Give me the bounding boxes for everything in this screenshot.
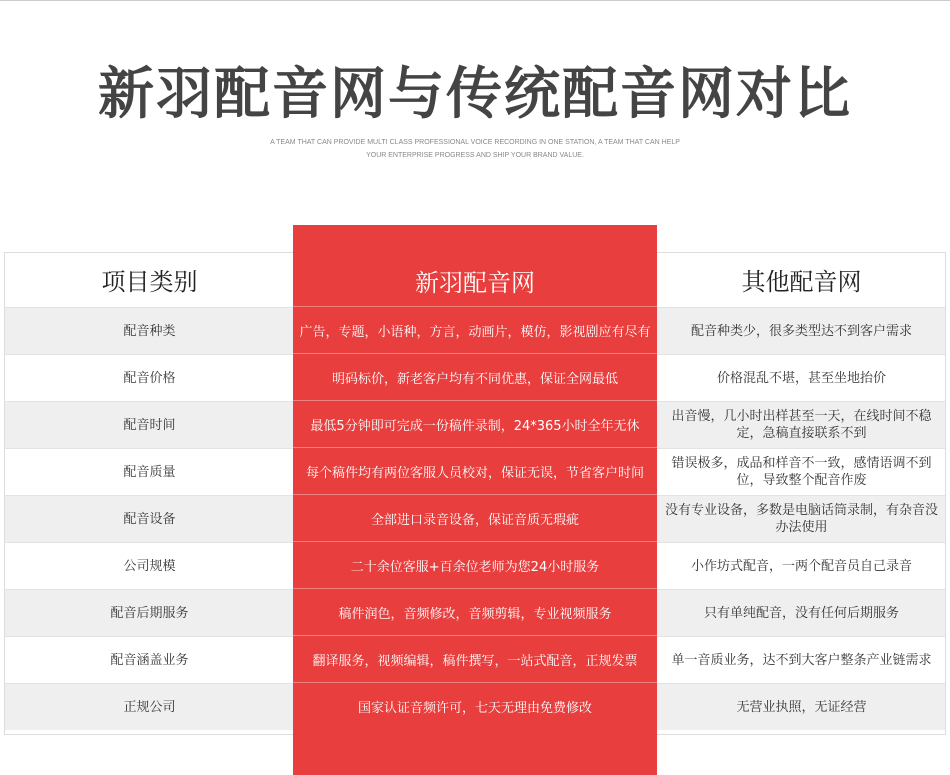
xinyu-highlight-column: [293, 225, 657, 775]
row-xinyu: 明码标价，新老客户均有不同优惠，保证全网最低: [293, 353, 657, 400]
row-category: 配音质量: [123, 464, 176, 480]
row-others: 价格混乱不堪，甚至坐地抬价: [716, 370, 886, 386]
row-category: 配音设备: [123, 511, 176, 527]
row-xinyu: 国家认证音频许可，七天无理由免费修改: [293, 682, 657, 729]
page-title: 新羽配音网与传统配音网对比: [98, 62, 852, 127]
row-others: 小作坊式配音，一两个配音员自己录音: [690, 558, 912, 574]
row-category: 正规公司: [123, 699, 176, 715]
row-category: 配音种类: [123, 323, 176, 339]
row-xinyu: 稿件润色，音频修改，音频剪辑，专业视频服务: [293, 588, 657, 635]
row-category: 配音后期服务: [110, 605, 189, 621]
row-others: 无营业执照，无证经营: [736, 699, 867, 715]
row-category: 配音涵盖业务: [110, 652, 189, 668]
row-others: 单一音质业务，达不到大客户整条产业链需求: [671, 652, 932, 668]
header-xinyu: 新羽配音网: [415, 268, 535, 297]
row-xinyu: 翻译服务，视频编辑，稿件撰写，一站式配音，正规发票: [293, 635, 657, 682]
row-category: 配音时间: [123, 417, 176, 433]
row-others: 没有专业设备，多数是电脑话筒录制，有杂音没办法使用: [664, 503, 938, 535]
row-others: 错误极多，成品和样音不一致，感情语调不到位，导致整个配音作废: [671, 456, 932, 488]
header-category: 项目类别: [101, 268, 198, 296]
row-others: 出音慢，几小时出样甚至一天，在线时间不稳定，急稿直接联系不到: [671, 409, 932, 441]
row-category: 公司规模: [123, 558, 176, 574]
row-xinyu: 全部进口录音设备，保证音质无瑕疵: [293, 494, 657, 541]
row-category: 配音价格: [123, 370, 176, 386]
row-others: 只有单纯配音，没有任何后期服务: [703, 605, 899, 621]
header-others: 其他配音网: [741, 268, 862, 296]
row-xinyu: 每个稿件均有两位客服人员校对，保证无误，节省客户时间: [293, 447, 657, 494]
subtitle-line-1: A TEAM THAT CAN PROVIDE MULTI CLASS PROFESSIONAL VOICE RECORDING IN ONE STATION, A TEAM THAT CAN HELP: [270, 139, 680, 146]
row-xinyu: 最低5分钟即可完成一份稿件录制，24*365小时全年无休: [293, 400, 657, 447]
row-xinyu: 二十余位客服+百余位老师为您24小时服务: [293, 541, 657, 588]
row-xinyu: 广告，专题，小语种，方言，动画片，模仿，影视剧应有尽有: [293, 306, 657, 353]
page-subtitle: [250, 136, 700, 162]
subtitle-line-2: YOUR ENTERPRISE PROGRESS AND SHIP YOUR BRAND VALUE.: [366, 152, 584, 159]
top-divider: [0, 0, 950, 1]
row-others: 配音种类少，很多类型达不到客户需求: [690, 323, 912, 339]
